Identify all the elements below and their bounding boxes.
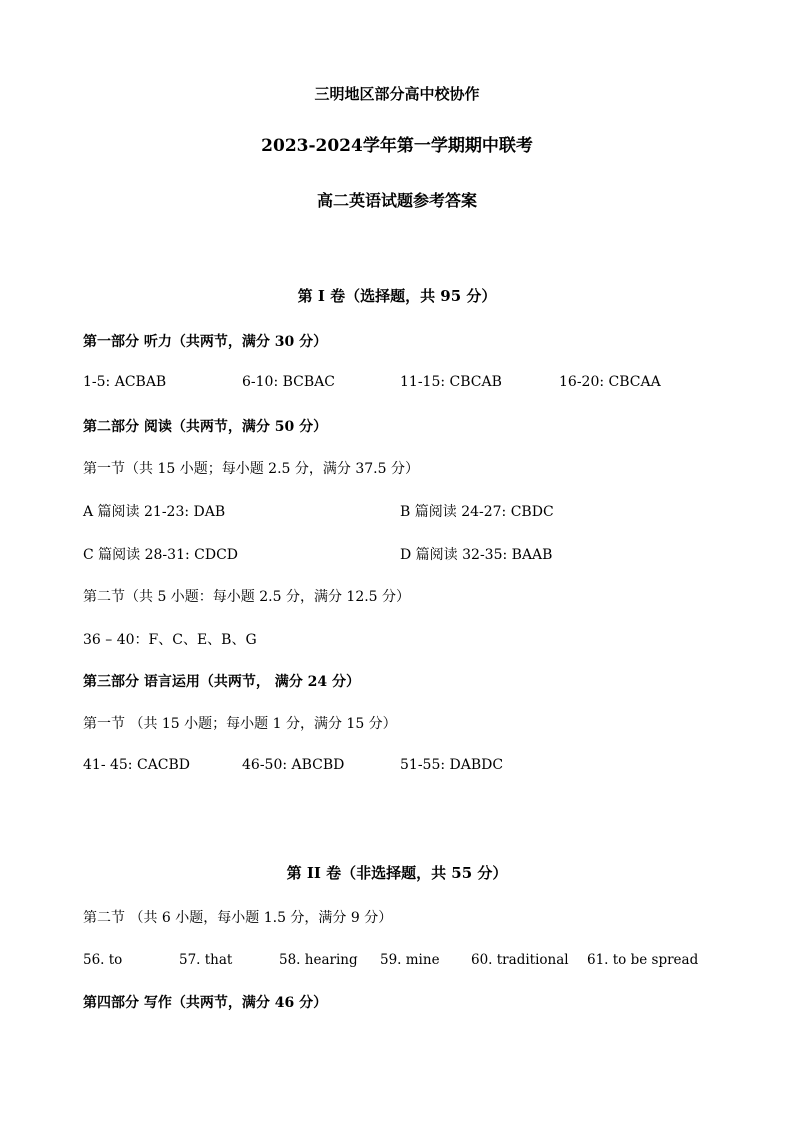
answer-56: 56. to — [83, 952, 123, 968]
page-title: 高二英语试题参考答案 — [316, 191, 477, 210]
part1-title: 第一部分 听力（共两节，满分 30 分） — [83, 334, 328, 350]
volume2-section2-title: 第二节 （共 6 小题，每小题 1.5 分，满分 9 分） — [83, 910, 393, 926]
answer-61: 61. to be spread — [587, 952, 699, 968]
answer-16-20: 16-20: CBCAA — [559, 374, 661, 390]
answer-58: 58. hearing — [279, 952, 358, 968]
answer-57: 57. that — [179, 952, 233, 968]
part3-section1-title: 第一节 （共 15 小题；每小题 1 分，满分 15 分） — [83, 716, 397, 732]
part2-section2-title: 第二节（共 5 小题：每小题 2.5 分，满分 12.5 分） — [83, 589, 411, 605]
answer-passage-b: B 篇阅读 24-27: CBDC — [400, 504, 554, 520]
answer-59: 59. mine — [380, 952, 440, 968]
part3-title: 第三部分 语言运用（共两节， 满分 24 分） — [83, 674, 360, 690]
answer-passage-d: D 篇阅读 32-35: BAAB — [400, 547, 553, 563]
answer-1-5: 1-5: ACBAB — [83, 374, 167, 390]
part2-section2-answers: 36 – 40：F、C、E、B、G — [83, 632, 257, 648]
part2-section1-title: 第一节（共 15 小题；每小题 2.5 分，满分 37.5 分） — [83, 461, 419, 477]
answer-6-10: 6-10: BCBAC — [242, 374, 335, 390]
answer-51-55: 51-55: DABDC — [400, 757, 504, 773]
part4-title: 第四部分 写作（共两节，满分 46 分） — [83, 995, 328, 1011]
answer-41-45: 41- 45: CACBD — [83, 757, 191, 773]
answer-46-50: 46-50: ABCBD — [242, 757, 345, 773]
part2-title: 第二部分 阅读（共两节，满分 50 分） — [83, 419, 328, 435]
answer-passage-c: C 篇阅读 28-31: CDCD — [83, 547, 239, 563]
header-org: 三明地区部分高中校协作 — [314, 85, 480, 103]
answer-passage-a: A 篇阅读 21-23: DAB — [83, 504, 226, 520]
answer-11-15: 11-15: CBCAB — [400, 374, 502, 390]
header-exam: 2023-2024学年第一学期期中联考 — [261, 136, 533, 156]
answer-60: 60. traditional — [471, 952, 569, 968]
volume1-title: 第 I 卷（选择题，共 95 分） — [297, 287, 497, 305]
volume2-title: 第 II 卷（非选择题，共 55 分） — [286, 864, 508, 882]
